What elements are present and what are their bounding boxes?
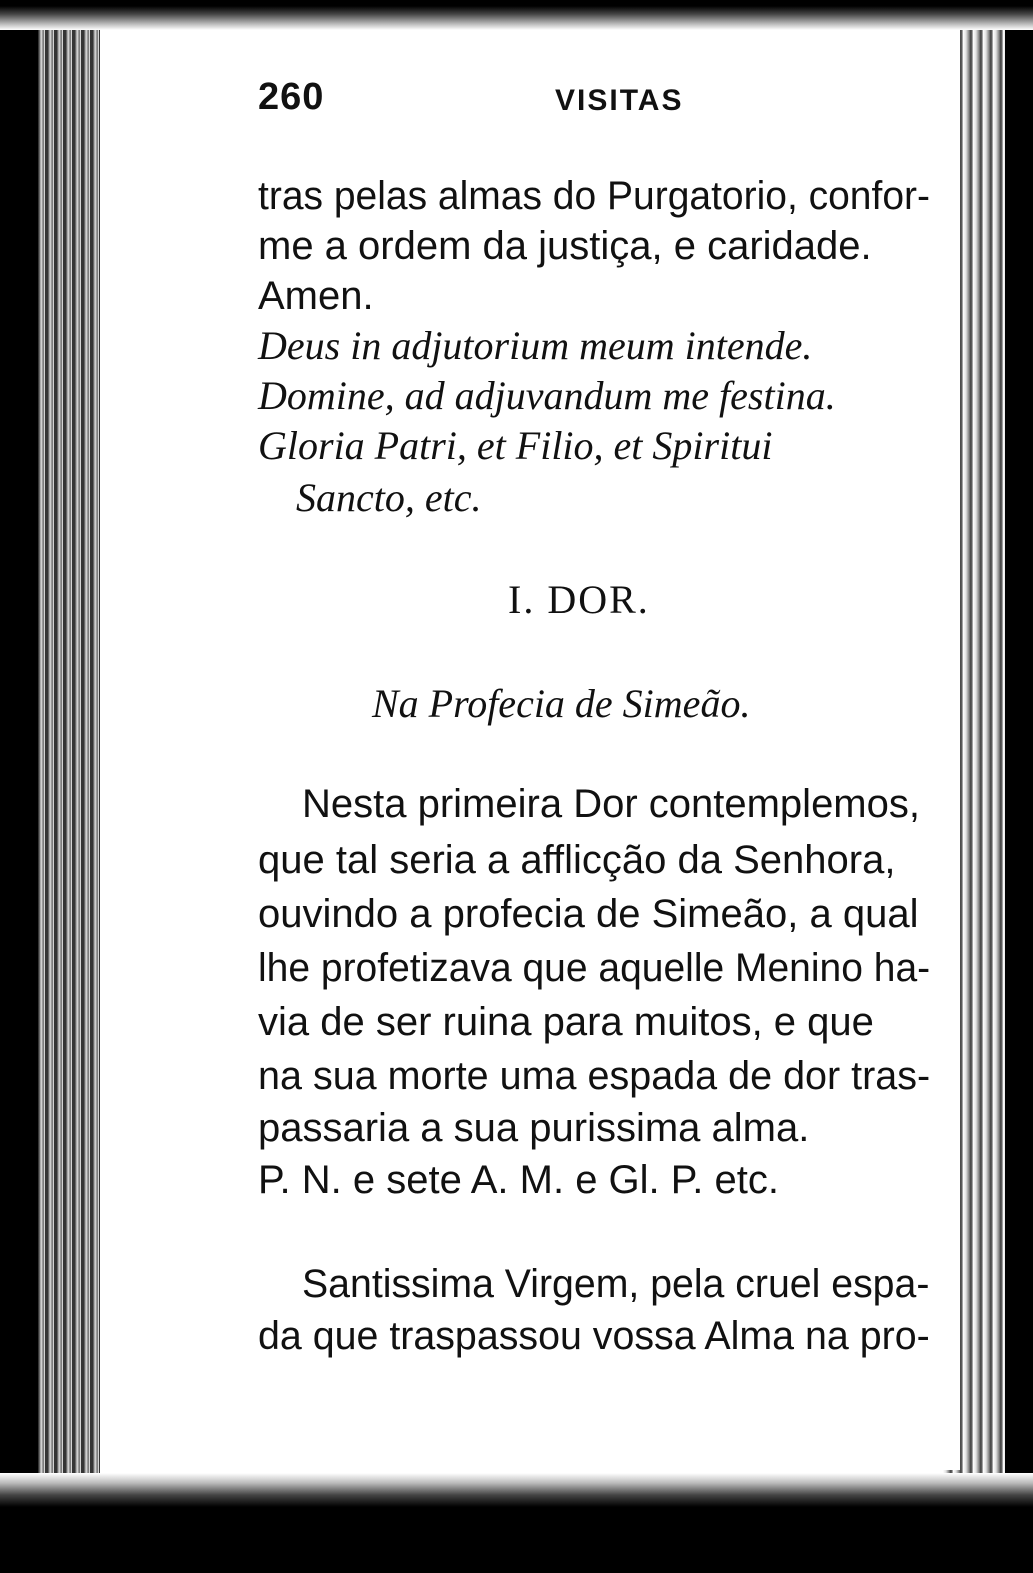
- text-line: Amen.: [258, 274, 374, 318]
- text-line: que tal seria a afflicção da Senhora,: [258, 838, 896, 882]
- text-line: na sua morte uma espada de dor tras-: [258, 1054, 931, 1098]
- section-title: I. DOR.: [508, 577, 650, 622]
- section-subtitle: Na Profecia de Simeão.: [372, 681, 751, 726]
- page-number: 260: [258, 76, 325, 118]
- running-head: VISITAS: [555, 84, 684, 117]
- text-line: ouvindo a profecia de Simeão, a qual: [258, 892, 919, 936]
- latin-line: Domine, ad adjuvandum me festina.: [258, 373, 836, 418]
- text-line: Santissima Virgem, pela cruel espa-: [302, 1262, 930, 1306]
- text-line: me a ordem da justiça, e caridade.: [258, 224, 872, 268]
- text-line: Nesta primeira Dor contemplemos,: [302, 782, 920, 826]
- text-line: passaria a sua purissima alma.: [258, 1106, 810, 1150]
- latin-line: Deus in adjutorium meum intende.: [258, 323, 813, 368]
- text-line: da que traspassou vossa Alma na pro-: [258, 1314, 930, 1358]
- text-line: tras pelas almas do Purgatorio, confor-: [258, 174, 930, 218]
- page-edges-right-shadow: [1005, 0, 1033, 1573]
- latin-line: Sancto, etc.: [296, 475, 482, 520]
- page-edge-bottom: [0, 1473, 1033, 1573]
- text-line: P. N. e sete A. M. e Gl. P. etc.: [258, 1158, 779, 1202]
- text-line: via de ser ruina para muitos, e que: [258, 1000, 874, 1044]
- page-edge-top: [0, 0, 1033, 30]
- text-line: lhe profetizava que aquelle Menino ha-: [258, 946, 931, 990]
- latin-line: Gloria Patri, et Filio, et Spiritui: [258, 423, 773, 468]
- book-binding-left-shadow: [0, 0, 38, 1573]
